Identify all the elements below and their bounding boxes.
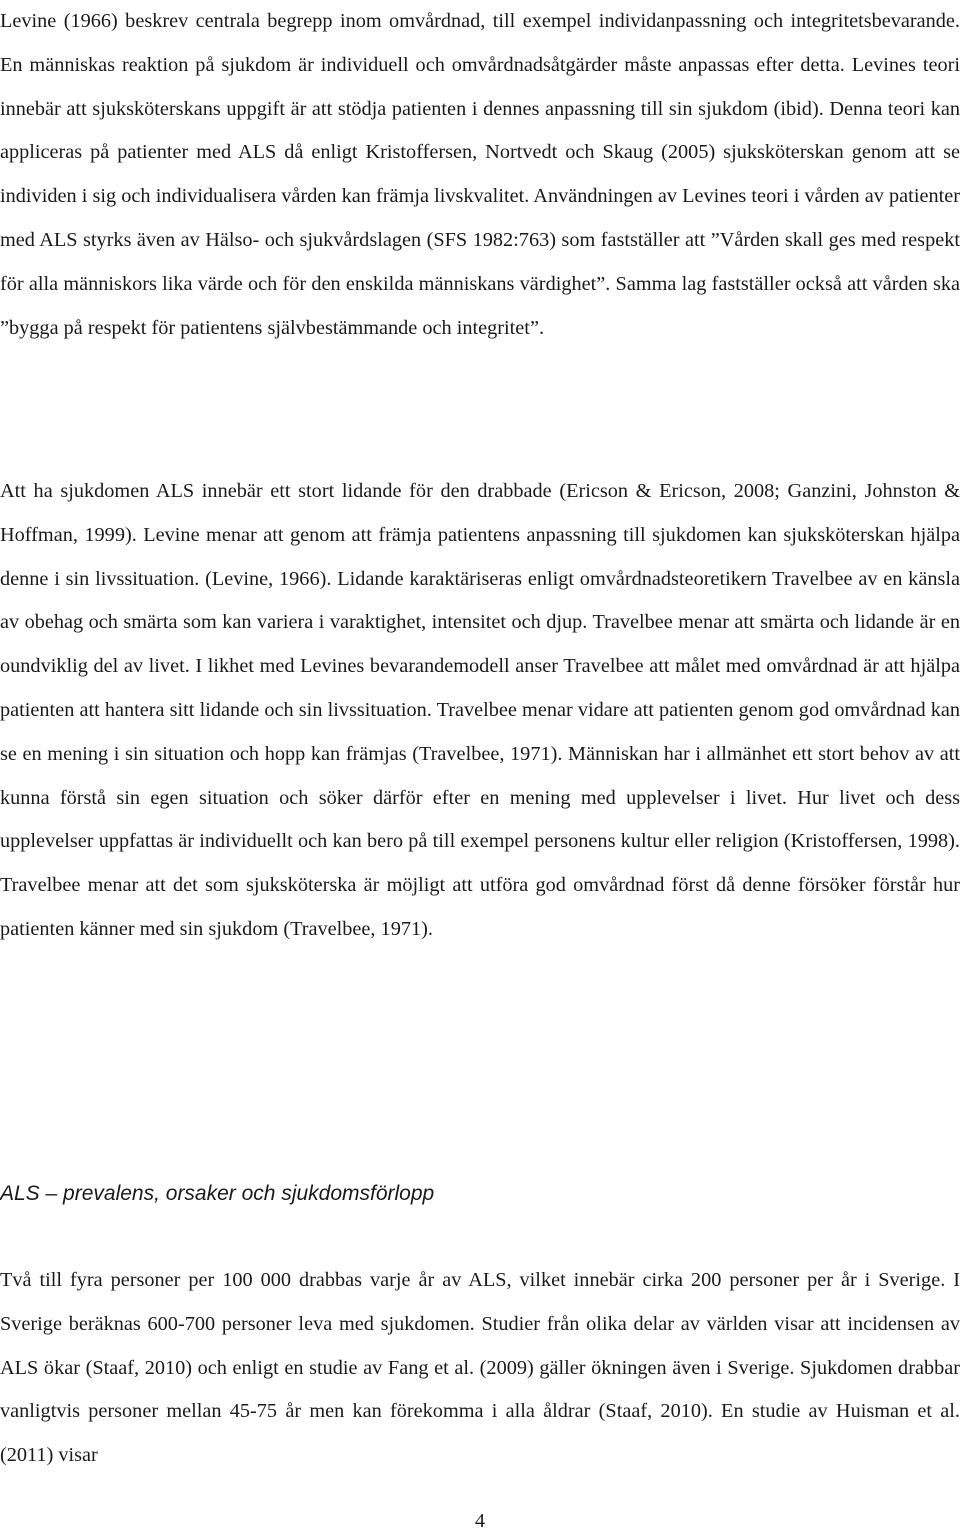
paragraph-als-prevalence: Två till fyra personer per 100 000 drabbas varje år av ALS, vilket innebär cirka 200 personer per år i Sverige. I Sverige beräknas 600-700 personer leva med sjukdomen. Studier från olika delar av världen visar att incidensen av ALS ökar (Staaf, 2010) och enligt en studie av Fang et al. (2009) gäller ökningen även i Sverige. Sjukdomen drabbar vanligtvis personer mellan 45-75 år men kan förekomma i alla åldrar (Staaf, 2010). En studie av Huisman et al. (2011) visar bbox=[0, 1269, 960, 1467]
paragraph-suffering-travelbee: Att ha sjukdomen ALS innebär ett stort lidande för den drabbade (Ericson & Ericson, 2008; Ganzini, Johnston & Hoffman, 1999). Levine menar att genom att främja patientens anpassning till sjukdomen kan sjuksköterskan hjälpa denne i sin livssituation. (Levine, 1966). Lidande karaktäriseras enligt omvårdnadsteoretikern Travelbee av en känsla av obehag och smärta som kan variera i varaktighet, intensitet och djup. Travelbee menar att smärta och lidande är en oundviklig del av livet. I likhet med Levines bevarandemodell anser Travelbee att målet med omvårdnad är att hjälpa patienten att hantera sitt lidande och sin livssituation. Travelbee menar vidare att patienten genom god omvårdnad kan se en mening i sin situation och hopp kan främjas (Travelbee, 1971). Människan har i allmänhet ett stort behov av att kunna förstå sin egen situation och söker därför efter en mening med upplevelser i livet. Hur livet och dess upplevelser uppfattas är individuellt och kan bero på till exempel personens kultur eller religion (Kristoffersen, 1998). Travelbee menar att det som sjuksköterska är möjligt att utföra god omvårdnad först då denne försöker förstår hur patienten känner med sin sjukdom (Travelbee, 1971). bbox=[0, 480, 960, 940]
page-number: 4 bbox=[474, 1510, 486, 1532]
paragraph-levine-theory: Levine (1966) beskrev centrala begrepp inom omvårdnad, till exempel individanpassning och integritetsbevarande. En människas reaktion på sjukdom är individuell och omvårdnadsåtgärder måste anpassas efter detta. Levines teori innebär att sjuksköterskans uppgift är att stödja patienten i dennes anpassning till sin sjukdom (ibid). Denna teori kan appliceras på patienter med ALS då enligt Kristoffersen, Nortvedt och Skaug (2005) sjuksköterskan genom att se individen i sig och individualisera vården kan främja livskvalitet. Användningen av Levines teori i vården av patienter med ALS styrks även av Hälso- och sjukvårdslagen (SFS 1982:763) som fastställer att ”Vården skall ges med respekt för alla människors lika värde och för den enskilda människans värdighet”. Samma lag fastställer också att vården ska ”bygga på respekt för patientens självbestämmande och integritet”. bbox=[0, 10, 960, 339]
section-heading: ALS – prevalens, orsaker och sjukdomsförlopp bbox=[0, 1182, 435, 1205]
